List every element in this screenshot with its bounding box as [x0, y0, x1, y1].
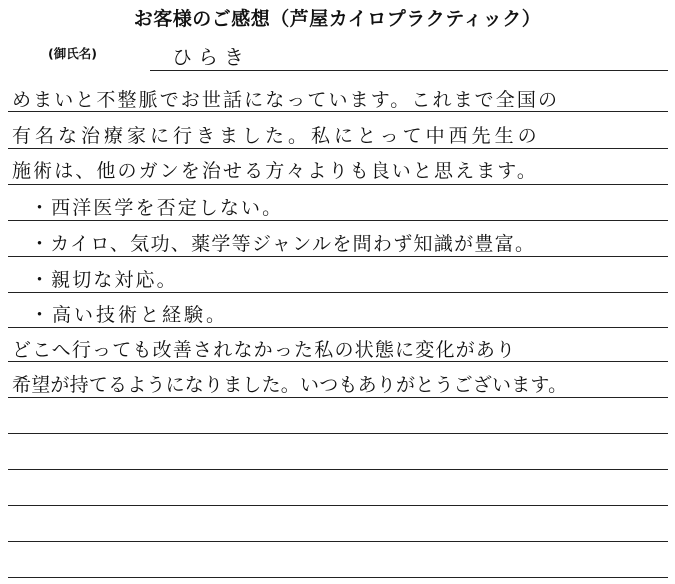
ruled-line: [8, 577, 668, 578]
letter-line: 施術は、他のガンを治せる方々よりも良いと思えます。: [12, 160, 538, 182]
ruled-line: [8, 469, 668, 470]
customer-name: ひらき: [172, 45, 250, 69]
ruled-line: [8, 184, 668, 185]
letter-line: ・カイロ、気功、薬学等ジャンルを問わず知識が豊富。: [30, 233, 536, 255]
ruled-line: [8, 220, 668, 221]
name-label: (御氏名): [48, 46, 97, 61]
name-underline: [150, 70, 668, 71]
letter-line: めまいと不整脈でお世話になっています。これまで全国の: [12, 89, 560, 111]
ruled-line: [8, 327, 668, 328]
ruled-line: [8, 433, 668, 434]
letter-line: ・親切な対応。: [30, 269, 178, 291]
ruled-line: [8, 505, 668, 506]
ruled-line: [8, 148, 668, 149]
letter-line: 有名な治療家に行きました。私にとって中西先生の: [12, 125, 541, 147]
letter-line: ・高い技術と経験。: [30, 304, 229, 326]
ruled-line: [8, 292, 668, 293]
letter-line: ・西洋医学を否定しない。: [30, 197, 284, 219]
ruled-line: [8, 397, 668, 398]
letter-line: どこへ行っても改善されなかった私の状態に変化があり: [12, 339, 517, 361]
ruled-line: [8, 541, 668, 542]
page-title: お客様のご感想（芦屋カイロプラクティック）: [133, 8, 542, 30]
ruled-line: [8, 256, 668, 257]
letter-line: 希望が持てるようになりました。いつもありがとうございます。: [12, 374, 568, 396]
